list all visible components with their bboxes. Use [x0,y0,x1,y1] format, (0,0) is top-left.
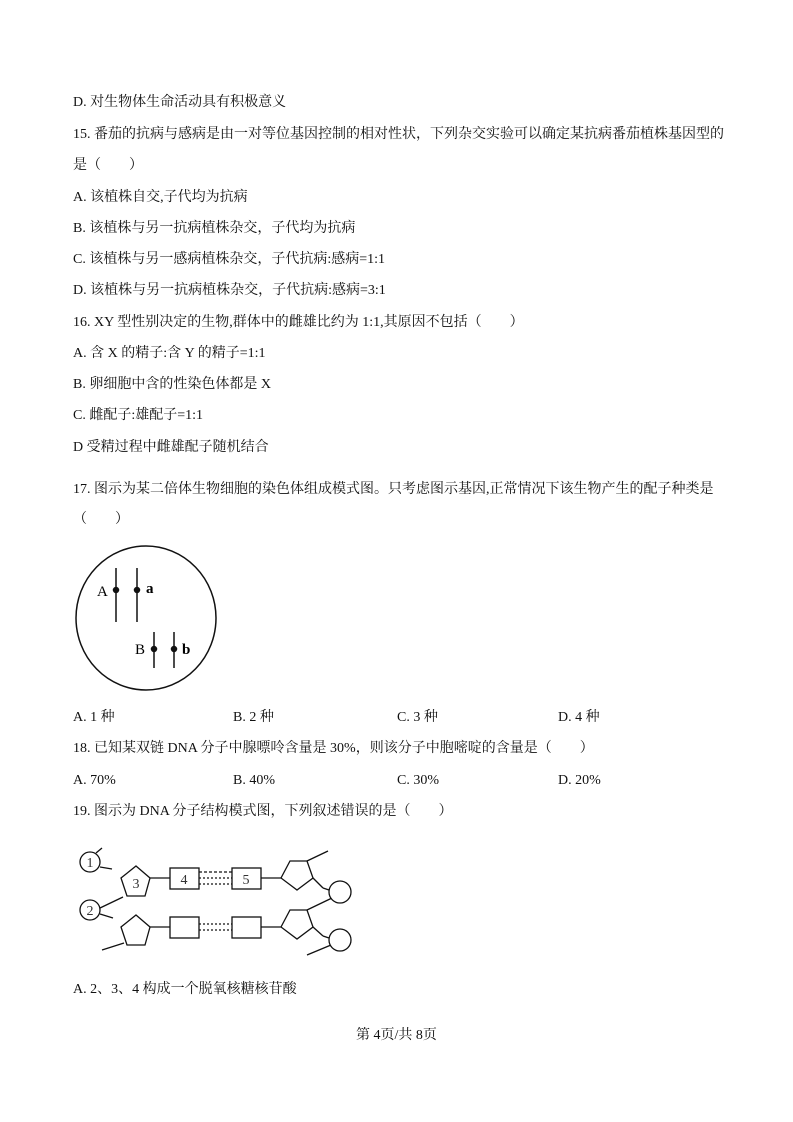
q18-option-d: D. 20% [558,773,601,788]
q15-stem: 15. 番茄的抗病与感病是由一对等位基因控制的相对性状，下列杂交实验可以确定某抗病番茄植株基因型的 [73,127,724,142]
q16-option-d: D 受精过程中雌雄配子随机结合 [73,440,269,455]
q15-option-a: A. 该植株自交,子代均为抗病 [73,190,248,205]
q18-stem: 18. 已知某双链 DNA 分子中腺嘌呤含量是 30%，则该分子中胞嘧啶的含量是（ ） [73,741,594,756]
dna-label-1: 1 [86,856,94,871]
q16-stem: 16. XY 型性别决定的生物,群体中的雌雄比约为 1:1,其原因不包括（ ） [73,315,524,330]
q17-option-d: D. 4 种 [558,710,600,725]
q17-stem: 17. 图示为某二倍体生物细胞的染色体组成模式图。只考虑图示基因,正常情况下该生物产生的配子种类是 [73,482,714,497]
q15-stem-cont: 是（ ） [73,158,143,173]
gene-A-label: A [97,584,108,600]
q16-option-a: A. 含 X 的精子:含 Y 的精子=1:1 [73,346,266,361]
gene-B-label: B [135,642,146,658]
q16-option-b: B. 卵细胞中含的性染色体都是 X [73,377,271,392]
q17-option-b: B. 2 种 [233,710,274,725]
q18-option-b: B. 40% [233,773,275,788]
q17-stem-cont: （ ） [73,512,129,527]
q17-option-c: C. 3 种 [397,710,438,725]
q18-option-c: C. 30% [397,773,439,788]
q15-option-d: D. 该植株与另一抗病植株杂交，子代抗病:感病=3:1 [73,283,386,298]
dna-structure-diagram [80,848,351,955]
q17-option-a: A. 1 种 [73,710,115,725]
dna-label-2: 2 [86,904,94,919]
dna-label-3: 3 [132,877,140,892]
q15-option-c: C. 该植株与另一感病植株杂交，子代抗病:感病=1:1 [73,252,386,267]
page-footer: 第 4页/共 8页 [356,1028,437,1043]
q19-stem: 19. 图示为 DNA 分子结构模式图，下列叙述错误的是（ ） [73,804,453,819]
gene-b-label: b [182,642,191,658]
q16-option-c: C. 雌配子:雄配子=1:1 [73,408,204,423]
dna-label-4: 4 [180,873,188,888]
cell-chromosome-diagram [76,546,216,690]
gene-a-label: a [146,581,154,597]
q19-option-a: A. 2、3、4 构成一个脱氧核糖核苷酸 [73,982,297,997]
q18-option-a: A. 70% [73,773,116,788]
dna-label-5: 5 [242,873,250,888]
q14-option-d: D. 对生物体生命活动具有积极意义 [73,95,287,110]
q15-option-b: B. 该植株与另一抗病植株杂交，子代均为抗病 [73,221,356,236]
